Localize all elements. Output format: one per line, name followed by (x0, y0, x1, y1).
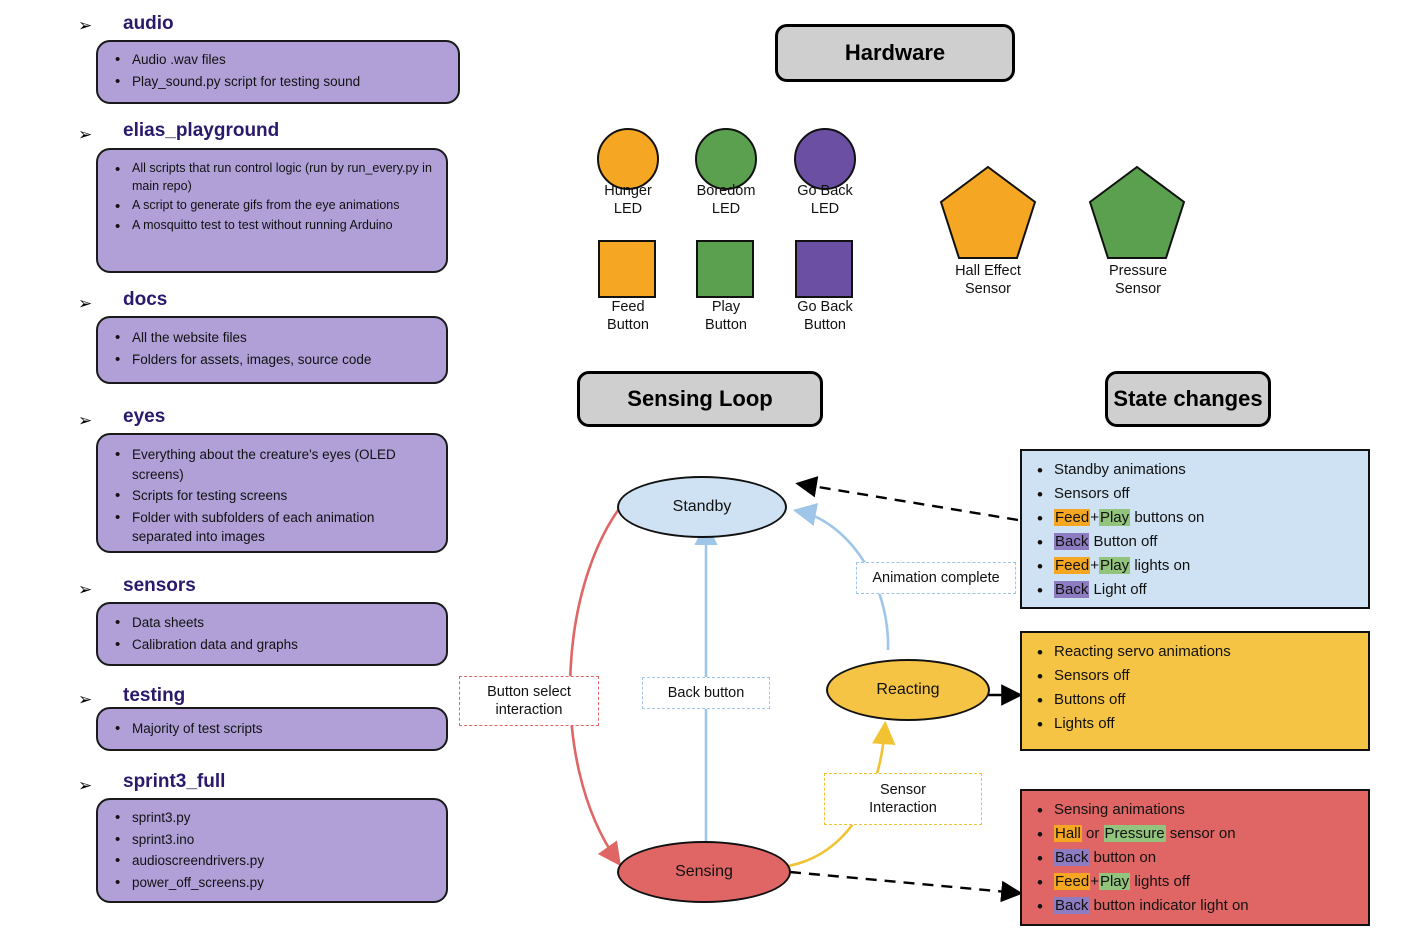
play-button-icon (696, 240, 754, 298)
list-item: • Lights off (1054, 712, 1360, 736)
hunger-led-label-line2: LED (613, 201, 643, 218)
list-item: • A script to generate gifs from the eye animations (132, 197, 436, 215)
header-sensing-loop: Sensing Loop (577, 371, 823, 427)
go-back-led-label (780, 182, 870, 218)
section-title-testing: testing (123, 685, 186, 706)
list-item: • Scripts for testing screens (132, 486, 436, 506)
go-back-button-icon (795, 240, 853, 298)
list-item: • Audio .wav files (132, 50, 448, 70)
boredom-led-label (680, 182, 772, 218)
section-box-elias-playground (96, 148, 448, 273)
section-title-sprint3-full: sprint3_full (123, 771, 226, 792)
list-item: • Feed+Play lights off (1054, 870, 1360, 894)
pressure-sensor-label-line1: Pressure (1108, 263, 1168, 279)
section-title-docs: docs (123, 289, 168, 310)
hall-effect-sensor-icon (938, 165, 1038, 266)
list-item: • Back Light off (1054, 578, 1360, 602)
list-item: • Standby animations (1054, 458, 1360, 482)
state-sensing[interactable]: Sensing (617, 841, 791, 903)
pressure-sensor-icon (1087, 165, 1187, 266)
hunger-led-label-line1: Hunger (604, 183, 652, 199)
state-standby[interactable]: Standby (617, 476, 787, 538)
list-item: • Everything about the creature's eyes (OLED screens) (132, 445, 436, 484)
list-item: • Back button on (1054, 846, 1360, 870)
transition-label-button-select (459, 676, 599, 726)
play-button-label (684, 298, 768, 334)
list-item: • Majority of test scripts (132, 719, 436, 739)
transition-label-sensor-interaction (824, 773, 982, 825)
list-item: • sprint3.ino (132, 830, 436, 850)
section-title-eyes: eyes (123, 406, 166, 427)
hunger-led-icon (597, 128, 659, 190)
boredom-led-label-line1: Boredom (696, 183, 756, 199)
list-item: • Hall or Pressure sensor on (1054, 822, 1360, 846)
list-item: • audioscreendrivers.py (132, 851, 436, 871)
section-title-elias-playground: elias_playground (123, 120, 280, 141)
list-item: • All scripts that run control logic (run by run_every.py in main repo) (132, 160, 436, 195)
go-back-button-label (780, 298, 870, 334)
section-title-audio: audio (123, 13, 174, 34)
transition-label-button-select-line1: Button select (487, 683, 571, 700)
transition-label-animation-complete: Animation complete (856, 562, 1016, 594)
arrow-bullet-icon-docs: ➢ (78, 294, 93, 314)
feed-button-icon (598, 240, 656, 298)
feed-button-label (586, 298, 670, 334)
section-box-audio (96, 40, 460, 104)
list-item: • Calibration data and graphs (132, 635, 436, 655)
go-back-led-icon (794, 128, 856, 190)
state-panel-standby-list (1022, 451, 1368, 609)
list-item: • A mosquitto test to test without running Arduino (132, 217, 436, 235)
list-item: • Back button indicator light on (1054, 894, 1360, 918)
hall-effect-sensor-label-line1: Hall Effect (955, 263, 1021, 279)
list-item: • Feed+Play lights on (1054, 554, 1360, 578)
list-item: • Sensors off (1054, 482, 1360, 506)
go-back-button-label-line2: Button (804, 317, 846, 334)
go-back-button-label-line1: Go Back (797, 299, 853, 315)
pressure-sensor-label (1087, 262, 1189, 298)
pressure-sensor-label-line2: Sensor (1115, 281, 1161, 298)
transition-label-back-button: Back button (642, 677, 770, 709)
transition-label-sensor-interaction-line2: Interaction (869, 800, 937, 816)
go-back-led-label-line2: LED (810, 201, 840, 218)
state-reacting[interactable]: Reacting (826, 659, 990, 721)
arrow-bullet-icon-testing: ➢ (78, 690, 93, 710)
state-panel-reacting-list (1022, 633, 1368, 743)
transition-label-button-select-line2: interaction (495, 702, 563, 718)
list-item: • Sensors off (1054, 664, 1360, 688)
section-box-docs (96, 316, 448, 384)
list-item: • Feed+Play buttons on (1054, 506, 1360, 530)
transition-label-sensor-interaction-line1: Sensor (880, 781, 926, 798)
list-item: • Folders for assets, images, source code (132, 350, 436, 370)
list-item: • sprint3.py (132, 808, 436, 828)
state-panel-reacting (1020, 631, 1370, 751)
section-box-eyes (96, 433, 448, 553)
section-box-sensors (96, 602, 448, 666)
list-item: • Reacting servo animations (1054, 640, 1360, 664)
hunger-led-label (585, 182, 671, 218)
section-title-sensors: sensors (123, 575, 196, 596)
header-hardware: Hardware (775, 24, 1015, 82)
hall-effect-sensor-label-line2: Sensor (965, 281, 1011, 298)
section-box-sprint3-full (96, 798, 448, 903)
section-box-testing (96, 707, 448, 751)
play-button-label-line1: Play (711, 299, 741, 315)
arrow-bullet-icon-audio: ➢ (78, 16, 93, 36)
play-button-label-line2: Button (705, 317, 747, 334)
arrow-bullet-icon-elias-playground: ➢ (78, 125, 93, 145)
boredom-led-icon (695, 128, 757, 190)
list-item: • All the website files (132, 328, 436, 348)
state-panel-standby (1020, 449, 1370, 609)
state-panel-sensing-list (1022, 791, 1368, 925)
list-item: • Back Button off (1054, 530, 1360, 554)
list-item: • Sensing animations (1054, 798, 1360, 822)
boredom-led-label-line2: LED (711, 201, 741, 218)
list-item: • Play_sound.py script for testing sound (132, 72, 448, 92)
feed-button-label-line1: Feed (611, 299, 645, 315)
arrow-bullet-icon-eyes: ➢ (78, 411, 93, 431)
header-state-changes: State changes (1105, 371, 1271, 427)
feed-button-label-line2: Button (607, 317, 649, 334)
state-panel-sensing (1020, 789, 1370, 926)
list-item: • Buttons off (1054, 688, 1360, 712)
hall-effect-sensor-label (936, 262, 1040, 298)
arrow-bullet-icon-sensors: ➢ (78, 580, 93, 600)
list-item: • Data sheets (132, 613, 436, 633)
list-item: • power_off_screens.py (132, 873, 436, 893)
go-back-led-label-line1: Go Back (797, 183, 853, 199)
list-item: • Folder with subfolders of each animation separated into images (132, 508, 436, 547)
arrow-bullet-icon-sprint3-full: ➢ (78, 776, 93, 796)
